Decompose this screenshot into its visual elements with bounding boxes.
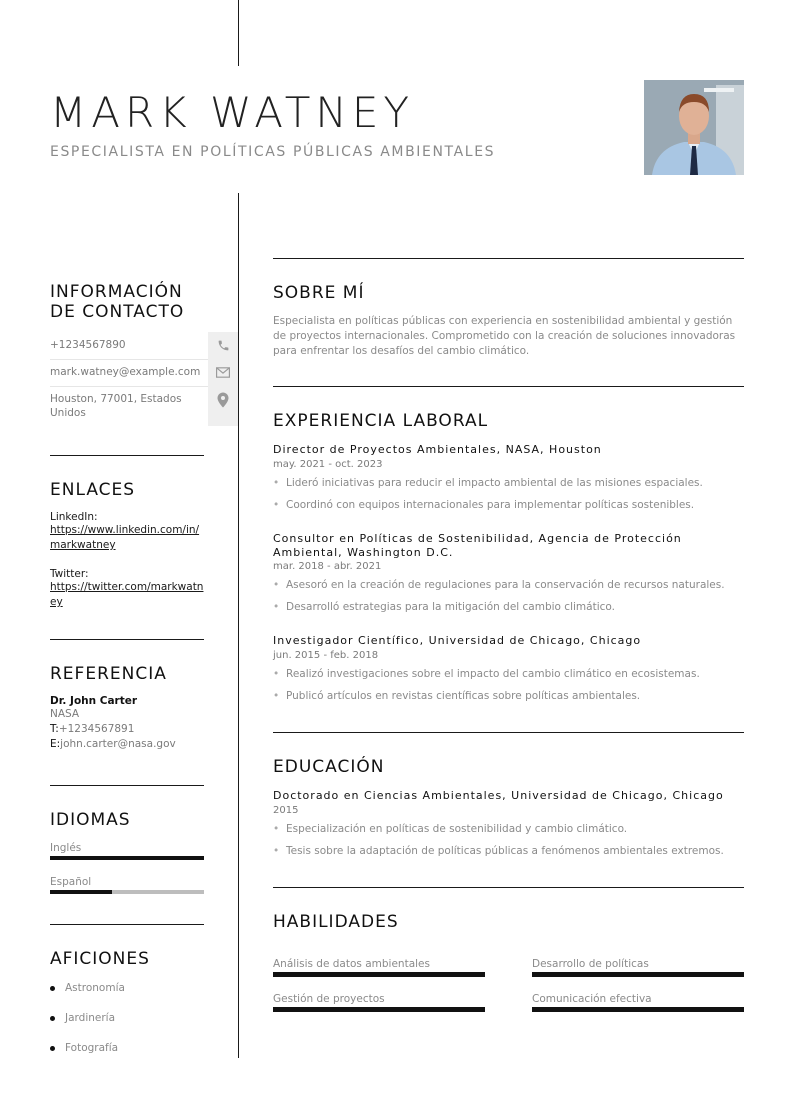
hobbies-heading: AFICIONES bbox=[50, 949, 150, 969]
reference-email[interactable]: john.carter@nasa.gov bbox=[60, 738, 176, 750]
contact-email[interactable]: mark.watney@example.com bbox=[50, 366, 201, 378]
skill-item bbox=[273, 993, 485, 1012]
bullet-dot bbox=[50, 986, 55, 991]
reference-phone-label: T: bbox=[50, 723, 59, 735]
profile-photo bbox=[644, 80, 744, 175]
reference-heading: REFERENCIA bbox=[50, 664, 167, 684]
top-vertical-divider bbox=[238, 0, 239, 66]
skill-label: Comunicación efectiva bbox=[532, 993, 652, 1005]
job-bullet: • Desarrolló estrategias para la mitigación del cambio climático. bbox=[273, 601, 615, 613]
job-bullet: • Realizó investigaciones sobre el impacto del cambio climático en ecosistemas. bbox=[273, 668, 700, 680]
language-name: Inglés bbox=[50, 842, 82, 854]
about-heading: SOBRE MÍ bbox=[273, 283, 365, 303]
list-item bbox=[50, 973, 220, 1003]
education-bullet: • Especialización en políticas de sostenibilidad y cambio climático. bbox=[273, 823, 628, 835]
skills-heading: HABILIDADES bbox=[273, 912, 399, 932]
skill-item bbox=[532, 993, 744, 1012]
job-date: may. 2021 - oct. 2023 bbox=[273, 459, 383, 470]
reference-block bbox=[50, 695, 176, 752]
about-text: Especialista en políticas públicas con experiencia en sostenibilidad ambiental y gestión de proyectos internacionales. Comprometido con la creación de soluciones innovadoras para enfrentar los desafíos del cambio climático. bbox=[273, 315, 736, 357]
list-item bbox=[50, 1003, 220, 1033]
hobbies-list bbox=[50, 981, 220, 1063]
hobby-label: Fotografía bbox=[65, 1042, 119, 1054]
language-level-bar bbox=[50, 890, 204, 894]
column-vertical-divider bbox=[238, 193, 239, 1058]
reference-email-label: E: bbox=[50, 738, 61, 750]
language-level-bar bbox=[50, 856, 204, 860]
language-name: Español bbox=[50, 876, 92, 888]
job-title: Director de Proyectos Ambientales, NASA, Houston bbox=[273, 443, 602, 456]
contact-heading-line2: DE CONTACTO bbox=[50, 302, 185, 322]
job-bullet: • Publicó artículos en revistas científicas sobre políticas ambientales. bbox=[273, 690, 641, 702]
candidate-title: ESPECIALISTA EN POLÍTICAS PÚBLICAS AMBIENTALES bbox=[50, 144, 496, 160]
about-divider bbox=[273, 258, 744, 259]
job-bullet: • Lideró iniciativas para reducir el impacto ambiental de las misiones espaciales. bbox=[273, 477, 703, 489]
skills-divider bbox=[273, 887, 744, 888]
degree-year: 2015 bbox=[273, 805, 299, 816]
bullet-dot bbox=[50, 1016, 55, 1021]
languages-divider bbox=[50, 785, 204, 786]
twitter-block bbox=[50, 568, 204, 610]
links-divider bbox=[50, 455, 204, 456]
languages-heading: IDIOMAS bbox=[50, 810, 131, 830]
phone-icon bbox=[208, 332, 238, 359]
contact-address: Houston, 77001, Estados Unidos bbox=[50, 393, 182, 419]
contact-heading bbox=[50, 282, 184, 322]
job-date: jun. 2015 - feb. 2018 bbox=[273, 650, 379, 661]
linkedin-link[interactable]: https://www.linkedin.com/in/markwatney bbox=[50, 524, 200, 551]
contact-phone[interactable]: +1234567890 bbox=[50, 339, 126, 351]
skill-label: Desarrollo de políticas bbox=[532, 958, 649, 970]
linkedin-block bbox=[50, 511, 204, 553]
links-heading: ENLACES bbox=[50, 480, 136, 500]
reference-phone-line bbox=[50, 722, 176, 737]
job-title: Consultor en Políticas de Sostenibilidad, Agencia de Protección Ambiental, Washington D.C. bbox=[273, 532, 682, 559]
job-bullet: • Coordinó con equipos internacionales para implementar políticas sostenibles. bbox=[273, 499, 695, 511]
linkedin-label: LinkedIn: bbox=[50, 511, 98, 523]
hobby-label: Astronomía bbox=[65, 982, 125, 994]
hobby-label: Jardinería bbox=[65, 1012, 116, 1024]
hobbies-divider bbox=[50, 924, 204, 925]
bullet-dot bbox=[50, 1046, 55, 1051]
contact-address-row bbox=[50, 386, 238, 426]
experience-divider bbox=[273, 386, 744, 387]
education-divider bbox=[273, 732, 744, 733]
language-item-english bbox=[50, 842, 204, 860]
reference-org: NASA bbox=[50, 708, 80, 720]
contact-heading-line1: INFORMACIÓN bbox=[50, 282, 183, 302]
reference-email-line bbox=[50, 737, 176, 752]
experience-heading: EXPERIENCIA LABORAL bbox=[273, 411, 489, 431]
skill-bar bbox=[532, 1007, 744, 1012]
education-bullet: • Tesis sobre la adaptación de políticas públicas a fenómenos ambientales extremos. bbox=[273, 845, 724, 857]
envelope-icon bbox=[208, 359, 238, 386]
job-date: mar. 2018 - abr. 2021 bbox=[273, 561, 382, 572]
language-item-spanish bbox=[50, 876, 204, 894]
skill-bar bbox=[273, 1007, 485, 1012]
skill-bar bbox=[532, 972, 744, 977]
skill-label: Gestión de proyectos bbox=[273, 993, 385, 1005]
contact-email-row bbox=[50, 359, 238, 387]
skill-item bbox=[532, 958, 744, 977]
reference-name: Dr. John Carter bbox=[50, 695, 138, 707]
reference-divider bbox=[50, 639, 204, 640]
job-title: Investigador Científico, Universidad de Chicago, Chicago bbox=[273, 634, 642, 647]
skill-item bbox=[273, 958, 485, 977]
list-item bbox=[50, 1033, 220, 1063]
language-level-fill bbox=[50, 856, 204, 860]
language-level-fill bbox=[50, 890, 112, 894]
education-heading: EDUCACIÓN bbox=[273, 757, 385, 777]
candidate-name: MARK WATNEY bbox=[50, 88, 415, 137]
job-bullet: • Asesoró en la creación de regulaciones para la conservación de recursos naturales. bbox=[273, 579, 725, 591]
degree-title: Doctorado en Ciencias Ambientales, Universidad de Chicago, Chicago bbox=[273, 789, 724, 802]
twitter-label: Twitter: bbox=[50, 568, 89, 580]
map-pin-icon bbox=[208, 386, 238, 426]
reference-phone[interactable]: +1234567891 bbox=[58, 723, 135, 735]
skill-bar bbox=[273, 972, 485, 977]
contact-phone-row bbox=[50, 332, 238, 360]
twitter-link[interactable]: https://twitter.com/markwatney bbox=[50, 581, 204, 608]
skill-label: Análisis de datos ambientales bbox=[273, 958, 430, 970]
